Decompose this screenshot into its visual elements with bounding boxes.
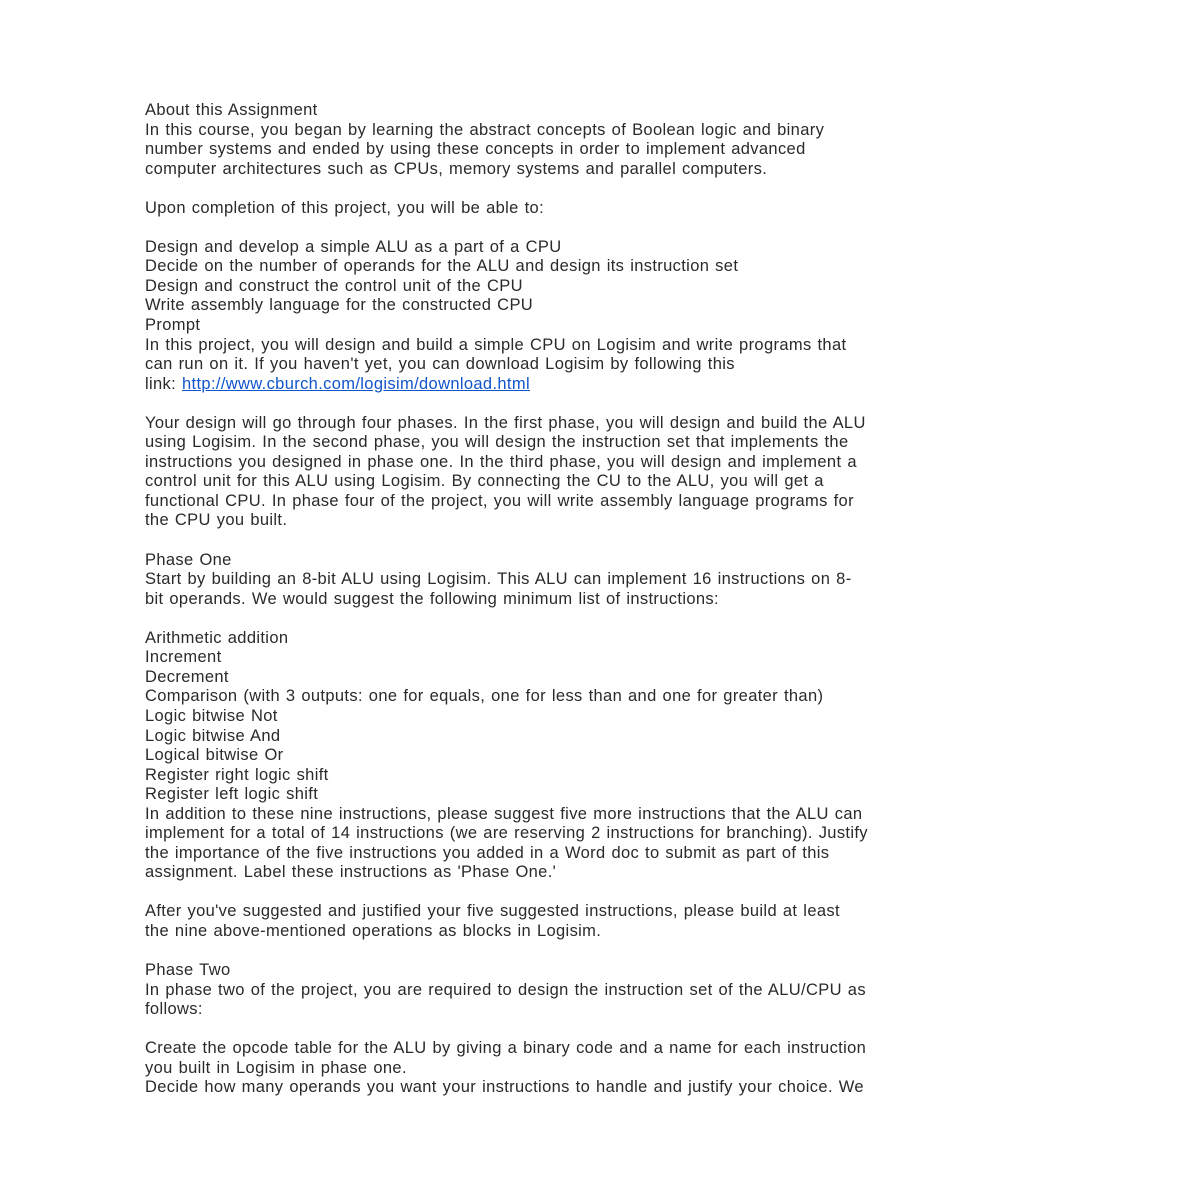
instruction-item: Increment	[145, 648, 222, 667]
paragraph-spacer	[145, 942, 1075, 962]
additional-instructions-line: assignment. Label these instructions as 'Phase One.'	[145, 863, 557, 882]
phase-two-heading: Phase Two	[145, 961, 231, 980]
document-body	[145, 101, 1075, 1098]
instruction-item: Comparison (with 3 outputs: one for equals, one for less than and one for greater than)	[145, 687, 824, 706]
instruction-item: Logic bitwise Not	[145, 706, 278, 725]
phase-one-heading: Phase One	[145, 550, 232, 569]
phases-paragraph-line: Your design will go through four phases. In the first phase, you will design and build the ALU	[145, 413, 866, 432]
about-paragraph-line: computer architectures such as CPUs, memory systems and parallel computers.	[145, 159, 768, 178]
outcome-item: Design and develop a simple ALU as a part of a CPU	[145, 237, 562, 256]
phase-two-paragraph-line: In phase two of the project, you are required to design the instruction set of the ALU/CPU as	[145, 980, 866, 999]
outcome-item: Design and construct the control unit of the CPU	[145, 276, 523, 295]
outcome-item: Write assembly language for the constructed CPU	[145, 296, 534, 315]
paragraph-spacer	[145, 1020, 1075, 1040]
phases-paragraph-line: functional CPU. In phase four of the project, you will write assembly language programs for	[145, 491, 854, 510]
paragraph-spacer	[145, 883, 1075, 903]
build-instructions-line: the nine above-mentioned operations as blocks in Logisim.	[145, 921, 602, 940]
about-heading: About this Assignment	[145, 101, 318, 119]
prompt-paragraph-line: can run on it. If you haven't yet, you can download Logisim by following this	[145, 355, 735, 374]
additional-instructions-line: the importance of the five instructions you added in a Word doc to submit as part of this	[145, 843, 830, 862]
paragraph-spacer	[145, 609, 1075, 629]
paragraph-spacer	[145, 179, 1075, 199]
outcome-item: Decide on the number of operands for the ALU and design its instruction set	[145, 257, 739, 276]
phases-paragraph-line: using Logisim. In the second phase, you will design the instruction set that implements the	[145, 433, 849, 452]
operands-line: Decide how many operands you want your instructions to handle and justify your choice. We	[145, 1078, 864, 1097]
instruction-item: Register right logic shift	[145, 765, 329, 784]
phases-paragraph-line: the CPU you built.	[145, 511, 288, 530]
build-instructions-line: After you've suggested and justified your five suggested instructions, please build at least	[145, 902, 840, 921]
about-paragraph-line: number systems and ended by using these concepts in order to implement advanced	[145, 140, 806, 159]
phase-two-paragraph-line: follows:	[145, 1000, 203, 1019]
instruction-item: Arithmetic addition	[145, 628, 289, 647]
prompt-heading: Prompt	[145, 316, 201, 335]
instruction-item: Decrement	[145, 667, 229, 686]
link-prefix: link:	[145, 374, 183, 393]
opcode-table-line: Create the opcode table for the ALU by giving a binary code and a name for each instruction	[145, 1039, 867, 1058]
instruction-item: Register left logic shift	[145, 785, 319, 804]
paragraph-spacer	[145, 218, 1075, 238]
paragraph-spacer	[145, 394, 1075, 414]
instruction-item: Logic bitwise And	[145, 726, 281, 745]
prompt-paragraph-line: In this project, you will design and build a simple CPU on Logisim and write programs that	[145, 335, 847, 354]
phase-one-paragraph-line: Start by building an 8-bit ALU using Logisim. This ALU can implement 16 instructions on 8-	[145, 570, 852, 589]
about-paragraph-line: In this course, you began by learning the abstract concepts of Boolean logic and binary	[145, 120, 825, 139]
phase-one-paragraph-line: bit operands. We would suggest the following minimum list of instructions:	[145, 589, 719, 608]
additional-instructions-line: implement for a total of 14 instructions (we are reserving 2 instructions for branching). Justify	[145, 824, 868, 843]
download-link-line	[145, 375, 1075, 395]
paragraph-spacer	[145, 531, 1075, 551]
additional-instructions-line: In addition to these nine instructions, please suggest five more instructions that the ALU can	[145, 804, 863, 823]
logisim-download-link[interactable]: http://www.cburch.com/logisim/download.html	[182, 374, 530, 393]
phases-paragraph-line: control unit for this ALU using Logisim. By connecting the CU to the ALU, you will get a	[145, 472, 824, 491]
opcode-table-line: you built in Logisim in phase one.	[145, 1058, 407, 1077]
instruction-item: Logical bitwise Or	[145, 746, 284, 765]
outcomes-intro: Upon completion of this project, you will be able to:	[145, 198, 545, 217]
phases-paragraph-line: instructions you designed in phase one. In the third phase, you will design and implement a	[145, 452, 857, 471]
